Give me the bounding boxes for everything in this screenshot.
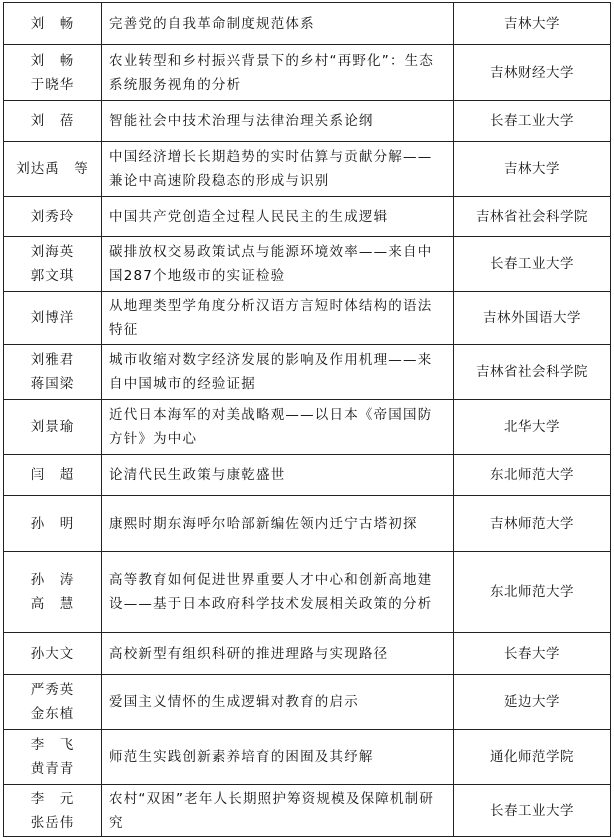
institution-cell: 吉林外国语大学	[454, 292, 611, 345]
author-name: 刘 畅	[30, 52, 75, 69]
title-cell: 近代日本海军的对美战略观——以日本《帝国国防方针》为中心	[102, 400, 454, 455]
author-name: 刘 畅	[30, 15, 75, 32]
author-name: 严秀英	[30, 682, 75, 698]
author-name: 李 元	[30, 790, 75, 807]
author-cell	[4, 552, 102, 633]
table-row	[4, 142, 611, 197]
title-cell: 论清代民生政策与康乾盛世	[102, 455, 454, 496]
author-cell	[4, 400, 102, 455]
title-cell: 中国经济增长长期趋势的实时估算与贡献分解——兼论中高速阶段稳态的形成与识别	[102, 142, 454, 197]
author-cell	[4, 292, 102, 345]
institution-cell: 吉林大学	[454, 3, 611, 45]
author-name: 孙 明	[30, 515, 75, 532]
institution-cell: 东北师范大学	[454, 455, 611, 496]
institution-cell: 东北师范大学	[454, 552, 611, 633]
author-cell	[4, 455, 102, 496]
institution-cell: 通化师范学院	[454, 730, 611, 785]
title-cell: 高等教育如何促进世界重要人才中心和创新高地建设——基于日本政府科学技术发展相关政策的分析	[102, 552, 454, 633]
author-cell	[4, 496, 102, 552]
author-cell	[4, 45, 102, 101]
title-cell: 城市收缩对数字经济发展的影响及作用机理——来自中国城市的经验证据	[102, 345, 454, 400]
table-row	[4, 101, 611, 142]
title-cell: 中国共产党创造全过程人民民主的生成逻辑	[102, 197, 454, 237]
table-row	[4, 730, 611, 785]
institution-cell: 吉林财经大学	[454, 45, 611, 101]
author-name: 于晓华	[30, 76, 75, 93]
author-cell	[4, 730, 102, 785]
table-row	[4, 633, 611, 675]
author-name: 金东植	[30, 706, 75, 722]
author-name: 闫 超	[30, 467, 75, 483]
results-table	[3, 2, 611, 837]
author-cell	[4, 101, 102, 142]
institution-cell: 吉林省社会科学院	[454, 345, 611, 400]
author-cell	[4, 785, 102, 837]
author-name: 郭文琪	[30, 268, 75, 284]
author-cell	[4, 237, 102, 292]
author-name: 孙 涛	[30, 572, 75, 588]
title-cell: 智能社会中技术治理与法律治理关系论纲	[102, 101, 454, 142]
institution-cell: 吉林省社会科学院	[454, 197, 611, 237]
author-cell	[4, 633, 102, 675]
author-cell	[4, 675, 102, 730]
table-row	[4, 237, 611, 292]
author-name: 张岳伟	[30, 814, 75, 831]
author-name: 刘博洋	[30, 310, 75, 326]
table-row	[4, 496, 611, 552]
institution-cell: 延边大学	[454, 675, 611, 730]
table-row	[4, 552, 611, 633]
table-row	[4, 45, 611, 101]
title-cell: 碳排放权交易政策试点与能源环境效率——来自中国287个地级市的实证检验	[102, 237, 454, 292]
title-cell: 师范生实践创新素养培育的困囿及其纾解	[102, 730, 454, 785]
institution-cell: 长春大学	[454, 633, 611, 675]
author-name: 孙大文	[30, 645, 75, 662]
author-cell	[4, 345, 102, 400]
table-row	[4, 345, 611, 400]
author-name: 蒋国梁	[30, 376, 75, 392]
institution-cell: 长春工业大学	[454, 237, 611, 292]
author-name: 刘秀玲	[30, 208, 75, 225]
title-cell: 从地理类型学角度分析汉语方言短时体结构的语法特征	[102, 292, 454, 345]
table-row	[4, 197, 611, 237]
author-name: 刘海英	[30, 244, 75, 260]
table-row	[4, 292, 611, 345]
institution-cell: 北华大学	[454, 400, 611, 455]
author-cell	[4, 142, 102, 197]
institution-cell: 吉林师范大学	[454, 496, 611, 552]
institution-cell: 吉林大学	[454, 142, 611, 197]
title-cell: 高校新型有组织科研的推进理路与实现路径	[102, 633, 454, 675]
table-row	[4, 785, 611, 837]
author-name: 黄青青	[30, 761, 75, 777]
table-row	[4, 400, 611, 455]
author-name: 刘雅君	[30, 352, 75, 368]
author-name: 高 慧	[30, 596, 75, 612]
title-cell: 康熙时期东海呼尔哈部新编佐领内迁宁古塔初探	[102, 496, 454, 552]
table-row	[4, 455, 611, 496]
title-cell: 完善党的自我革命制度规范体系	[102, 3, 454, 45]
title-cell: 农村“双困”老年人长期照护筹资规模及保障机制研究	[102, 785, 454, 837]
author-name: 刘景瑜	[30, 419, 75, 435]
institution-cell: 长春工业大学	[454, 785, 611, 837]
author-cell	[4, 197, 102, 237]
table-row	[4, 675, 611, 730]
institution-cell: 长春工业大学	[454, 101, 611, 142]
author-name: 刘达禹 等	[16, 161, 89, 177]
author-name: 李 飞	[30, 737, 75, 753]
table-row	[4, 3, 611, 45]
title-cell: 农业转型和乡村振兴背景下的乡村“再野化”：生态系统服务视角的分析	[102, 45, 454, 101]
author-cell	[4, 3, 102, 45]
author-name: 刘 蓓	[30, 113, 75, 129]
title-cell: 爱国主义情怀的生成逻辑对教育的启示	[102, 675, 454, 730]
